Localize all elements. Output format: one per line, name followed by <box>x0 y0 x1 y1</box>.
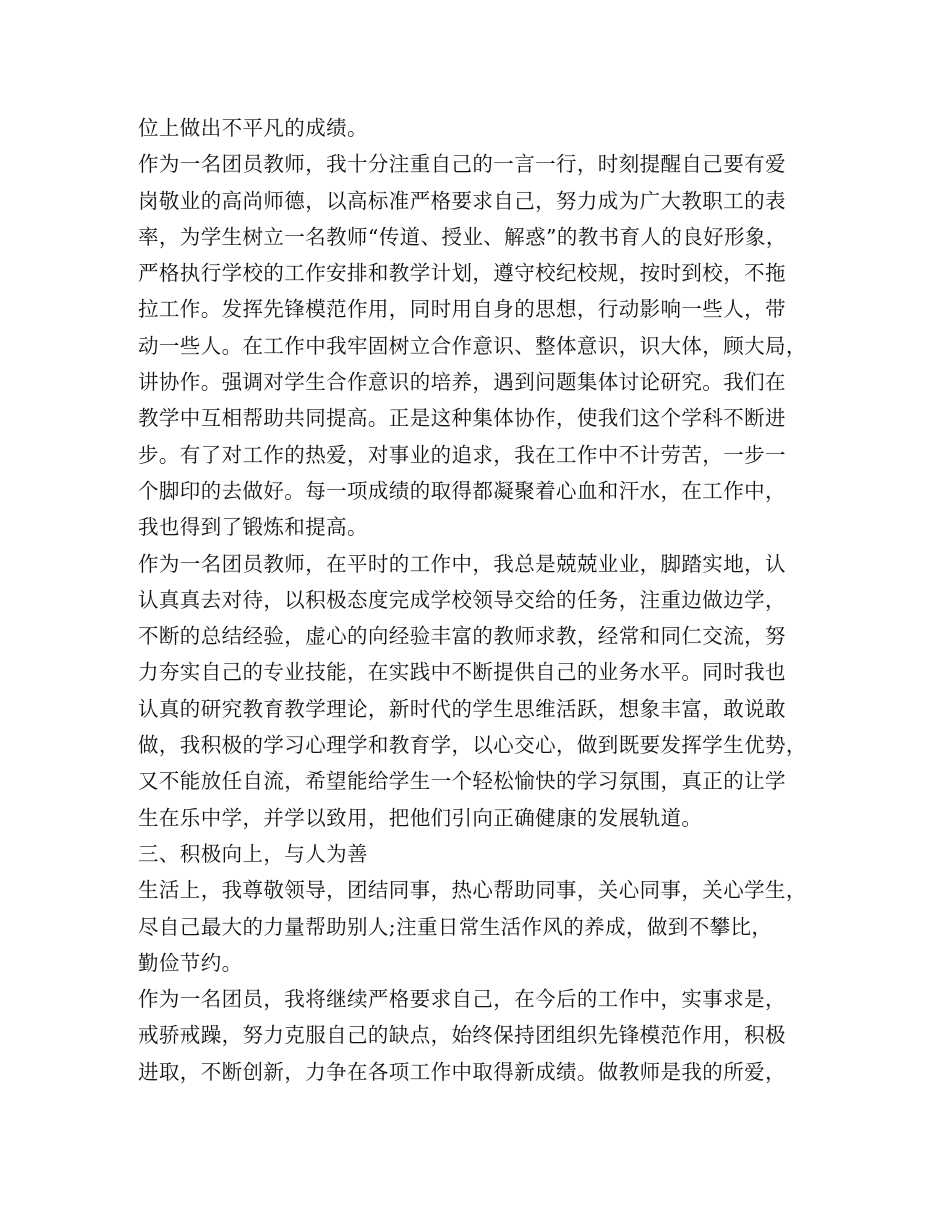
document-body <box>138 110 838 1090</box>
text-line: 作为一名团员教师，我十分注重自己的一言一行，时刻提醒自己要有爱 <box>138 152 786 177</box>
text-line: 认真真去对待，以积极态度完成学校领导交给的任务，注重边做边学， <box>138 587 786 612</box>
text-line: 作为一名团员教师，在平时的工作中，我总是兢兢业业，脚踏实地，认 <box>138 551 786 576</box>
text-line: 率，为学生树立一名教师“传道、授业、解惑”的教书育人的良好形象， <box>138 224 787 249</box>
text-line: 步。有了对工作的热爱，对事业的追求，我在工作中不计劳苦，一步一 <box>138 442 786 467</box>
text-line: 讲协作。强调对学生合作意识的培养，遇到问题集体讨论研究。我们在 <box>138 370 786 395</box>
text-line: 拉工作。发挥先锋模范作用，同时用自身的思想，行动影响一些人，带 <box>138 297 786 322</box>
text-line: 勤俭节约。 <box>138 950 243 975</box>
text-line: 不断的总结经验，虚心的向经验丰富的教师求教，经常和同仁交流，努 <box>138 624 786 649</box>
text-line: 我也得到了锻炼和提高。 <box>138 515 368 540</box>
text-line: 生活上，我尊敬领导，团结同事，热心帮助同事，关心同事，关心学生， <box>138 878 807 903</box>
text-line: 岗敬业的高尚师德，以高标准严格要求自己，努力成为广大教职工的表 <box>138 188 786 213</box>
text-line: 又不能放任自流，希望能给学生一个轻松愉快的学习氛围，真正的让学 <box>138 769 786 794</box>
section-heading: 三、积极向上，与人为善 <box>138 841 368 866</box>
text-line: 生在乐中学，并学以致用，把他们引向正确健康的发展轨道。 <box>138 805 703 830</box>
text-line: 力夯实自己的专业技能，在实践中不断提供自己的业务水平。同时我也 <box>138 660 786 685</box>
text-line: 位上做出不平凡的成绩。 <box>138 116 368 140</box>
text-line: 作为一名团员，我将继续严格要求自己，在今后的工作中，实事求是， <box>138 987 786 1012</box>
text-line: 认真的研究教育教学理论，新时代的学生思维活跃，想象丰富，敢说敢 <box>138 696 786 721</box>
text-line: 动一些人。在工作中我牢固树立合作意识、整体意识，识大体，顾大局， <box>138 333 807 358</box>
text-line: 戒骄戒躁，努力克服自己的缺点，始终保持团组织先锋模范作用，积极 <box>138 1023 786 1048</box>
text-line: 尽自己最大的力量帮助别人;注重日常生活作风的养成，做到不攀比， <box>138 914 773 939</box>
text-line: 进取，不断创新，力争在各项工作中取得新成绩。做教师是我的所爱， <box>138 1059 786 1084</box>
text-line: 个脚印的去做好。每一项成绩的取得都凝聚着心血和汗水，在工作中， <box>138 478 786 503</box>
text-line: 教学中互相帮助共同提高。正是这种集体协作，使我们这个学科不断进 <box>138 406 786 431</box>
text-line: 严格执行学校的工作安排和教学计划，遵守校纪校规，按时到校，不拖 <box>138 261 786 286</box>
text-line: 做，我积极的学习心理学和教育学，以心交心，做到既要发挥学生优势， <box>138 733 807 758</box>
